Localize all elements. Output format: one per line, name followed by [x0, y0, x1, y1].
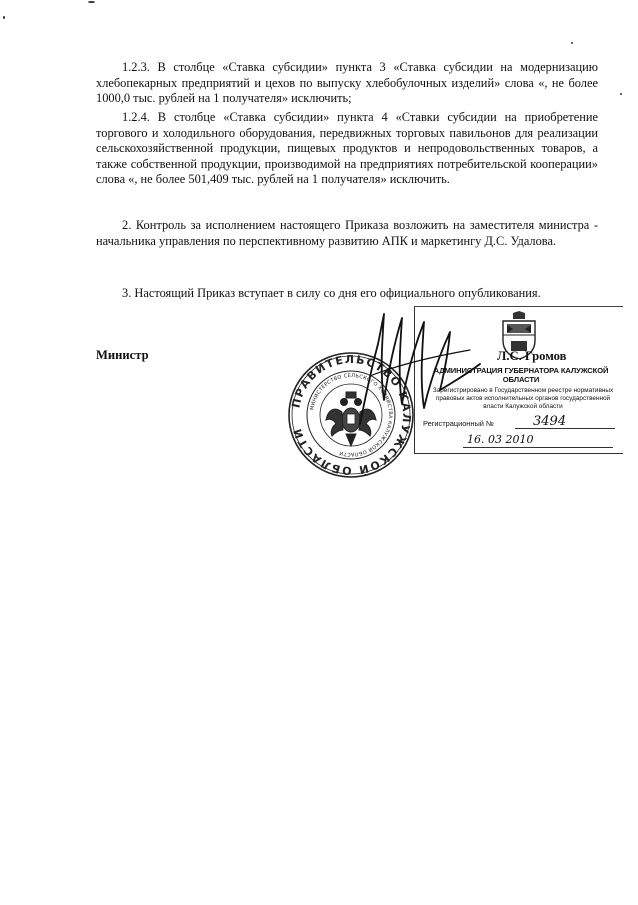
signatory-position: Министр [96, 348, 149, 362]
paragraph-1-2-3: 1.2.3. В столбце «Ставка субсидии» пункта 3 «Ставка субсидии на модернизацию хлебопекарных предприятий и цехов по выпуску хлебобулочных изделий» слова «, не более 1000,0 тыс. рублей на 1 получателя» исключить; [96, 60, 598, 106]
seal-inner-text: МИНИСТЕРСТВО СЕЛЬСКОГО ХОЗЯЙСТВА КАЛУЖСКОЙ ОБЛАСТИ [309, 372, 394, 458]
registration-date-line [463, 447, 613, 448]
seal-outer-text: ПРАВИТЕЛЬСТВО КАЛУЖСКОЙ ОБЛАСТИ [289, 352, 414, 478]
handwritten-signature [340, 304, 490, 434]
stamp-title: АДМИНИСТРАЦИЯ ГУБЕРНАТОРА КАЛУЖСКОЙ ОБЛАСТИ [433, 366, 609, 384]
paragraph-1-2-4: 1.2.4. В столбце «Ставка субсидии» пункта 4 «Ставки субсидии на приобретение торгового и холодильного оборудования, передвижных торговых павильонов для реализации сельскохозяйственной продукции, пищевых продуктов и непродовольственных товаров, а также собственной продукции, производимой на предприятиях потребительской кооперации» слова «, не более 501,409 тыс. рублей на 1 получателя» исключить. [96, 110, 598, 187]
paragraph-2: 2. Контроль за исполнением настоящего Приказа возложить на заместителя министра - начальника управления по перспективному развитию АПК и маркетингу Д.С. Удалова. [96, 218, 598, 248]
scan-artifact [3, 16, 5, 19]
signatory-name: Л.С. Громов [497, 349, 567, 363]
stamp-text: Зарегистрировано в Государственном реестре нормативных правовых актов исполнительных органов государственной власти Калужской области [432, 387, 614, 411]
paragraph-3: 3. Настоящий Приказ вступает в силу со дня его официального опубликования. [122, 286, 541, 300]
registration-number-label: Регистрационный № [423, 419, 494, 428]
scan-artifact [620, 93, 622, 95]
scan-artifact [88, 1, 95, 3]
registration-number-value: 3494 [533, 414, 567, 429]
scan-artifact [571, 42, 573, 44]
registration-date-value: 16. 03 2010 [467, 433, 534, 446]
